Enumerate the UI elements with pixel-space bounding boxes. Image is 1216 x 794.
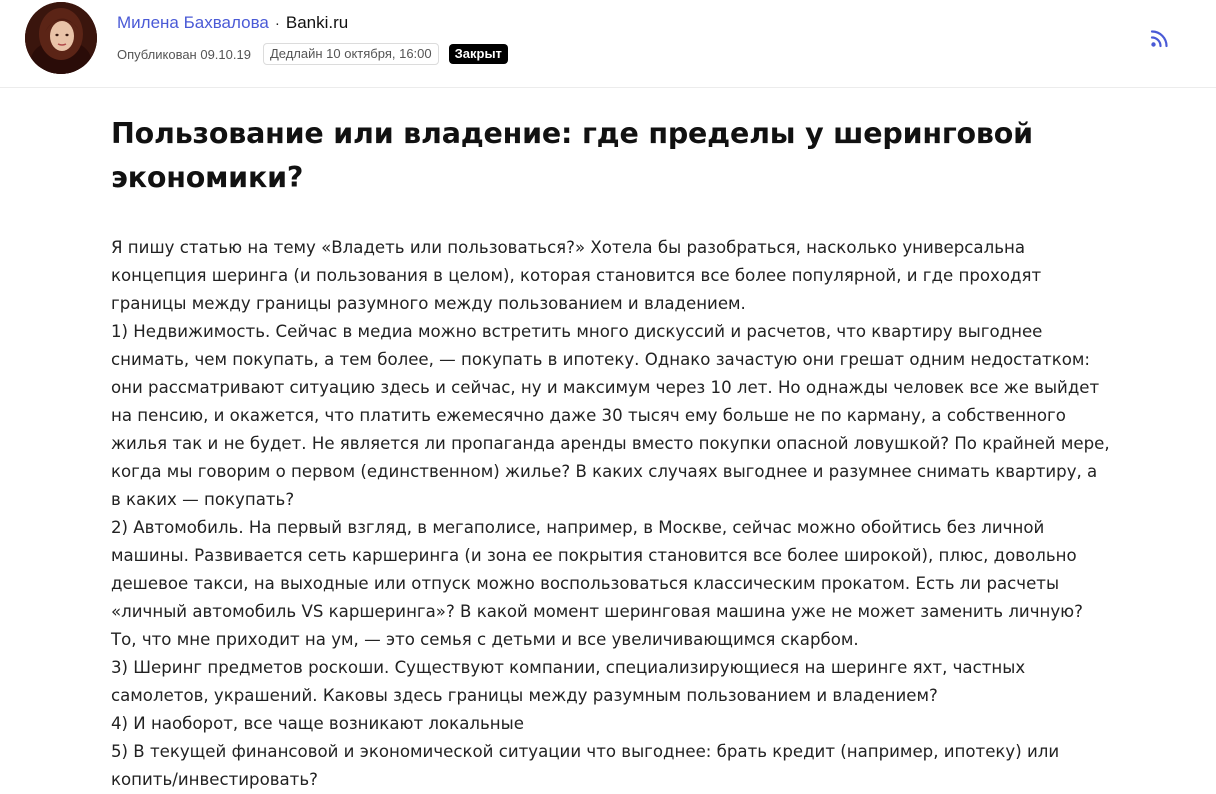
rss-icon[interactable] — [1148, 26, 1172, 50]
published-date: Опубликован 09.10.19 — [117, 46, 251, 62]
source-link[interactable]: Banki.ru — [285, 13, 349, 32]
post-header — [0, 0, 1216, 88]
status-badge: Закрыт — [449, 44, 508, 64]
article-body — [111, 234, 1111, 794]
paragraph-luxury: 3) Шеринг предметов роскоши. Существуют компании, специализирующиеся на шеринге яхт, частных самолетов, украшений. Каковы здесь границы между разумным пользованием и владением? — [111, 658, 1026, 705]
deadline-badge: Дедлайн 10 октября, 16:00 — [263, 43, 439, 65]
paragraph-local: 4) И наоборот, все чаще возникают локальные — [111, 714, 524, 733]
meta-separator: · — [274, 14, 280, 32]
paragraph-realty: 1) Недвижимость. Сейчас в медиа можно встретить много дискуссий и расчетов, что квартиру выгоднее снимать, чем покупать, а тем более, — покупать в ипотеку. Однако зачастую они грешат одним недостатком: они рассматривают ситуацию здесь и сейчас, ну и максимум через 10 лет. Но однажды человек все же выйдет на пенсию, и окажется, что платить ежемесячно даже 30 тысяч ему больше не по карману, а собственного жилья так и не будет. Не является ли пропаганда аренды вместо покупки опасной ловушкой? По крайней мере, когда мы говорим о первом (единственном) жилье? В каких случаях выгоднее и разумнее снимать квартиру, а в каких — покупать? — [111, 322, 1110, 509]
author-link[interactable]: Милена Бахвалова — [117, 13, 269, 32]
author-line — [117, 12, 348, 34]
paragraph-car: 2) Автомобиль. На первый взгляд, в мегаполисе, например, в Москве, сейчас можно обойтись без личной машины. Развивается сеть каршеринга (и зона ее покрытия становится все более широкой), плюс, довольно дешевое такси, на выходные или отпуск можно воспользоваться классическим прокатом. Есть ли расчеты «личный автомобиль VS каршеринга»? В какой момент шеринговая машина уже не может заменить личную? То, что мне приходит на ум, — это семья с детьми и все увеличивающимся скарбом. — [111, 518, 1083, 649]
paragraph-intro: Я пишу статью на тему «Владеть или пользоваться?» Хотела бы разобраться, насколько универсальна концепция шеринга (и пользования в целом), которая становится все более популярной, и где проходят границы между границы разумного между пользованием и владением. — [111, 238, 1042, 313]
article — [111, 112, 1111, 794]
avatar-photo-icon — [25, 2, 97, 74]
author-avatar[interactable] — [25, 2, 97, 74]
article-title: Пользование или владение: где пределы у шеринговой экономики? — [111, 117, 1033, 194]
paragraph-finance: 5) В текущей финансовой и экономической ситуации что выгоднее: брать кредит (например, ипотеку) или копить/инвестировать? — [111, 742, 1060, 789]
post-meta — [117, 43, 508, 65]
